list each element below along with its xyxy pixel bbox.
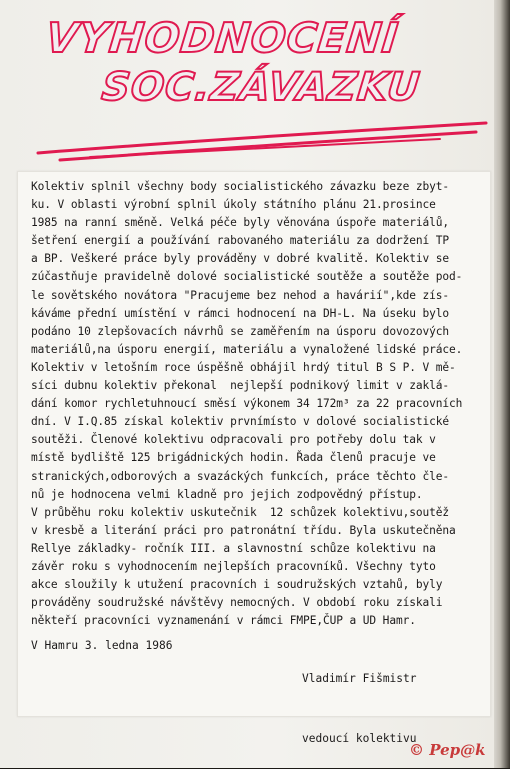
photo-watermark: © Pep@k — [409, 741, 486, 759]
report-line: V průběhu roku kolektiv uskutečnik 12 schůzek kolektivu,soutěž — [31, 505, 450, 519]
report-line: nů je hodnocena velmi kladně pro jejich zodpovědný přístup. — [31, 487, 423, 501]
report-line: káváme přední umístění v rámci hodnocení na DH-L. Na úseku bylo — [31, 306, 450, 320]
report-line: Kolektiv splnil všechny body socialistického závazku beze zbyt- — [31, 180, 450, 193]
signature-block — [302, 629, 417, 769]
report-line: místě bydliště 125 brigádnických hodin. Řada členů pracuje ve — [31, 451, 436, 465]
heading-line-2: SOC.ZÁVAZKU — [99, 65, 423, 110]
report-line: a BP. Veškeré práce byly prováděny v dobré kvalitě. Kolektiv se — [31, 252, 450, 266]
report-line: Rellye základky- ročník III. a slavnostní schůze kolektivu na — [31, 541, 436, 555]
report-line: někteří pracovníci vyznamenání v rámci FMPE,ČUP a UD Hamr. — [31, 614, 416, 628]
report-line: ku. V oblasti výrobní splnil úkoly státního plánu 21.prosince — [31, 198, 436, 212]
report-body — [31, 178, 491, 630]
report-line: dní. V I.Q.85 získal kolektiv prvnímísto v dolové socialistické — [31, 415, 450, 429]
signatory-name: Vladimír Fišmistr — [302, 672, 417, 685]
report-line: podáno 10 zlepšovacích návrhů se zaměřením na úsporu dovozových — [31, 324, 450, 338]
heading-underline — [0, 0, 510, 180]
underline-stroke-3 — [90, 139, 440, 157]
report-line: soutěži. Členové kolektivu odpracovali pro potřeby dolu tak v — [31, 433, 436, 447]
report-line: dání komor rychletuhnoucí směsí výkonem 34 172m³ za 22 pracovních — [31, 397, 463, 411]
report-line: závěr roku s vyhodnocením nejlepších pracovníků. Všechny tyto — [31, 559, 436, 573]
signatory-role: vedoucí kolektivu — [302, 732, 417, 745]
report-line: prováděny soudružské návštěvy nemocných. V období roku získali — [31, 596, 443, 610]
heading-line-1: VYHODNOCENÍ — [43, 14, 402, 62]
report-line: materiálů,na úsporu energií, materiálu a vynaložené lidské práce. — [31, 342, 463, 356]
place-date: V Hamru 3. ledna 1986 — [31, 639, 173, 652]
report-line: šetření energií a používání rabovaného materiálu za dodržení TP — [31, 234, 450, 248]
report-line: Kolektiv v letošním roce úspěšně obhájil hrdý titul B S P. V mě- — [31, 360, 456, 374]
report-line: zúčastňuje pravidelně dolové socialistické soutěže a soutěže pod- — [31, 270, 463, 284]
report-line: síci dubnu kolektiv překonal nejlepší podnikový limit v zaklá- — [31, 379, 450, 393]
report-line: akce sloužily k utužení pracovních i soudružských vztahů, byly — [31, 578, 443, 592]
report-line: stranických,odborových a svazáckých funkcích, práce těchto čle- — [31, 469, 450, 483]
report-line: 1985 na ranní směně. Velká péče byly věnována úspoře materiálů, — [31, 216, 450, 230]
report-line: le sovětského novátora "Pracujeme bez nehod a havárií",kde zís- — [31, 288, 450, 302]
report-line: v kresbě a literání práci pro patronátní třídu. Byla uskutečněna — [31, 523, 456, 537]
